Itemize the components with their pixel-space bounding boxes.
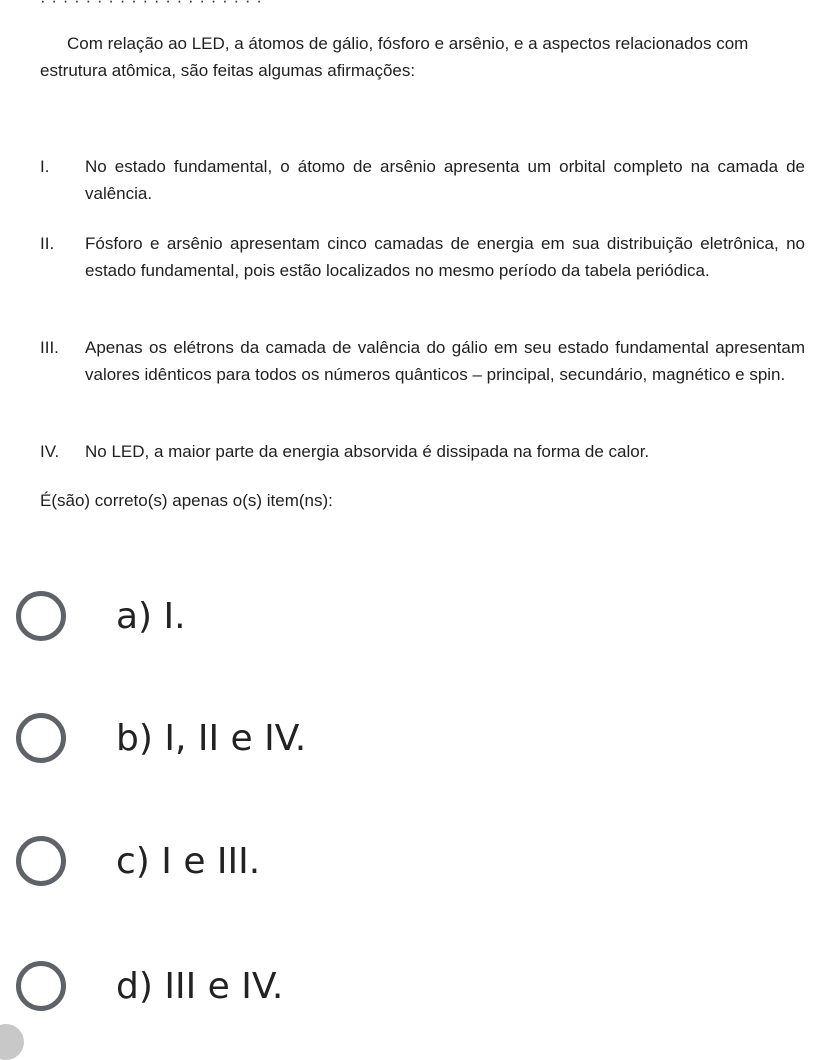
option-a[interactable] <box>16 584 796 648</box>
statement-text: No LED, a maior parte da energia absorvida é dissipada na forma de calor. <box>85 442 650 461</box>
statement-text: No estado fundamental, o átomo de arsênio apresenta um orbital completo na camada de valência. <box>85 157 805 203</box>
question-intro: Com relação ao LED, a átomos de gálio, fósforo e arsênio, e a aspectos relacionados com estrutura atômica, são feitas algumas afirmações: <box>40 34 749 80</box>
radio-unchecked-icon[interactable] <box>16 713 66 763</box>
cropped-top-text: · · · · · · · · · · · · · · · · · · · · <box>40 0 263 10</box>
statement-text: Apenas os elétrons da camada de valência do gálio em seu estado fundamental apresentam valores idênticos para todos os números quânticos – principal, secundário, magnético e spin. <box>85 338 805 384</box>
statement-number: III. <box>40 338 59 357</box>
radio-unchecked-icon[interactable] <box>16 961 66 1011</box>
option-label: d) III e IV. <box>116 965 284 1007</box>
question-prompt: É(são) correto(s) apenas o(s) item(ns): <box>40 491 333 510</box>
option-label: a) I. <box>116 595 186 637</box>
option-b[interactable] <box>16 706 796 770</box>
statement-iii <box>40 334 805 388</box>
statement-text: Fósforo e arsênio apresentam cinco camadas de energia em sua distribuição eletrônica, no estado fundamental, pois estão localizados no mesmo período da tabela periódica. <box>85 234 805 280</box>
option-d[interactable] <box>16 954 796 1018</box>
statement-number: II. <box>40 234 55 253</box>
option-label: b) I, II e IV. <box>116 717 307 759</box>
radio-unchecked-icon[interactable] <box>16 836 66 886</box>
statement-i <box>40 153 805 207</box>
statement-number: IV. <box>40 442 60 461</box>
statement-iv <box>40 438 805 465</box>
option-c[interactable] <box>16 829 796 893</box>
statement-number: I. <box>40 157 50 176</box>
option-label: c) I e III. <box>116 840 261 882</box>
statement-ii <box>40 230 805 284</box>
radio-unchecked-icon[interactable] <box>16 591 66 641</box>
